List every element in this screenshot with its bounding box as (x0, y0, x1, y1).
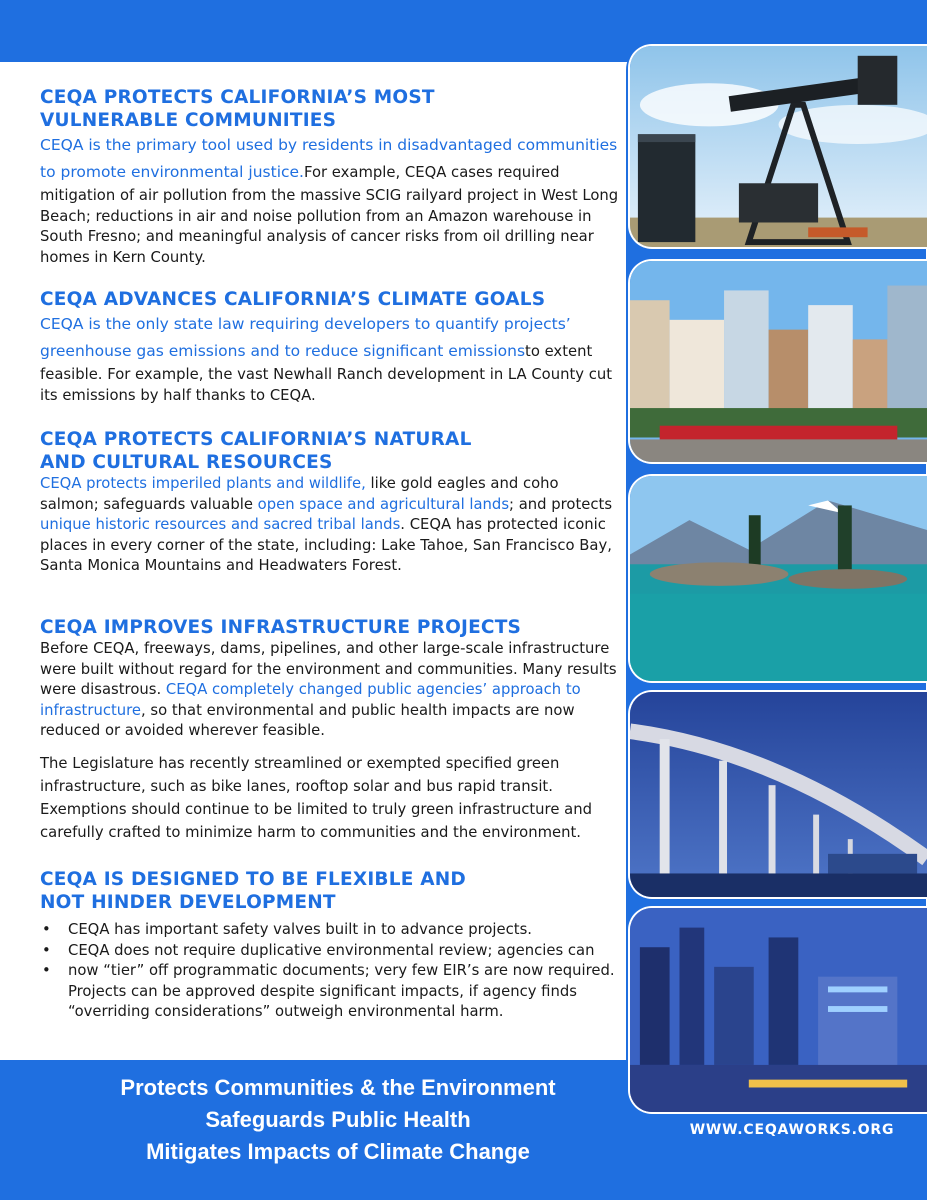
highlight-text: CEQA is the primary tool used by residents in disadvantaged communities to promote environmental justice. (40, 136, 618, 181)
section-infrastructure (40, 616, 620, 844)
section-body: Before CEQA, freeways, dams, pipelines, and other large-scale infrastructure were built without regard for the environment and communities. Many results were disastrous. CEQA completely changed public agencies’ approach to infrastructure, so that environmental and public health impacts are now reduced or avoided wherever feasible. (40, 640, 617, 739)
bullet-list (40, 920, 620, 1023)
section-heading: CEQA PROTECTS CALIFORNIA’S NATURAL AND CULTURAL RESOURCES (40, 429, 472, 473)
section-natural-resources (40, 428, 620, 577)
footer-taglines (0, 1072, 676, 1168)
list-item: • CEQA does not require duplicative environmental review; agencies can (42, 941, 595, 959)
footer-line: Safeguards Public Health (205, 1107, 471, 1132)
section-heading: CEQA IMPROVES INFRASTRUCTURE PROJECTS (40, 617, 522, 638)
section-heading: CEQA PROTECTS CALIFORNIA’S MOST VULNERABLE COMMUNITIES (40, 87, 435, 131)
highlight-text: open space and agricultural lands (257, 495, 510, 513)
section-body: CEQA is the primary tool used by residents in disadvantaged communities to promote environmental justice.For example, CEQA cases required mitigation of air pollution from the massive SCIG railyard project in West Long Beach; reductions in air and noise pollution from an Amazon warehouse in South Fresno; and meaningful analysis of cancer risks from oil drilling near homes in Kern County. (40, 136, 619, 266)
bridge-photo (628, 690, 927, 899)
section-body: CEQA is the only state law requiring developers to quantify projects’ greenhouse gas emissions and to reduce significant emissionsto extent feasible. For example, the vast Newhall Ranch development in LA County cut its emissions by half thanks to CEQA. (40, 315, 613, 404)
city-skyline-photo (628, 259, 927, 464)
highlight-text: CEQA protects imperiled plants and wildlife, (40, 475, 366, 492)
highlight-text: CEQA is the only state law requiring developers to quantify projects’ greenhouse gas emissions and to reduce significant emissions (40, 315, 571, 360)
section-heading: CEQA IS DESIGNED TO BE FLEXIBLE AND NOT HINDER DEVELOPMENT (40, 869, 466, 913)
list-item: • now “tier” off programmatic documents; very few EIR’s are now required. Projects can be approved despite significant impacts, if agency finds “overriding considerations” outweigh environmental harm. (42, 962, 615, 1020)
section-flexible (40, 868, 620, 1023)
highlight-text: unique historic resources and sacred tribal lands (40, 516, 401, 533)
section-heading: CEQA ADVANCES CALIFORNIA’S CLIMATE GOALS (40, 289, 546, 310)
section-climate-goals (40, 288, 620, 406)
lake-tahoe-photo (628, 474, 927, 683)
section-body: CEQA protects imperiled plants and wildlife, like gold eagles and coho salmon; safeguards valuable open space and agricultural lands; and protects unique historic resources and sacred tribal lands. CEQA has protected iconic places in every corner of the state, including: Lake Tahoe, San Francisco Bay, Santa Monica Mountains and Headwaters Forest. (40, 475, 613, 574)
highlight-text: CEQA completely changed public agencies’ approach to infrastructure (40, 681, 581, 719)
website-link[interactable]: WWW.CEQAWORKS.ORG (689, 1122, 895, 1138)
list-item: • CEQA has important safety valves built in to advance projects. (42, 921, 532, 938)
footer-line: Mitigates Impacts of Climate Change (146, 1139, 530, 1164)
footer-line: Protects Communities & the Environment (120, 1075, 556, 1100)
section-vulnerable-communities (40, 86, 620, 268)
oil-pumpjack-photo (628, 44, 927, 249)
section-body-2: The Legislature has recently streamlined or exempted specified green infrastructure, such as bike lanes, rooftop solar and bus rapid transit. Exemptions should continue to be limited to truly green infrastructure and carefully crafted to minimize harm to communities and the environment. (40, 754, 592, 841)
